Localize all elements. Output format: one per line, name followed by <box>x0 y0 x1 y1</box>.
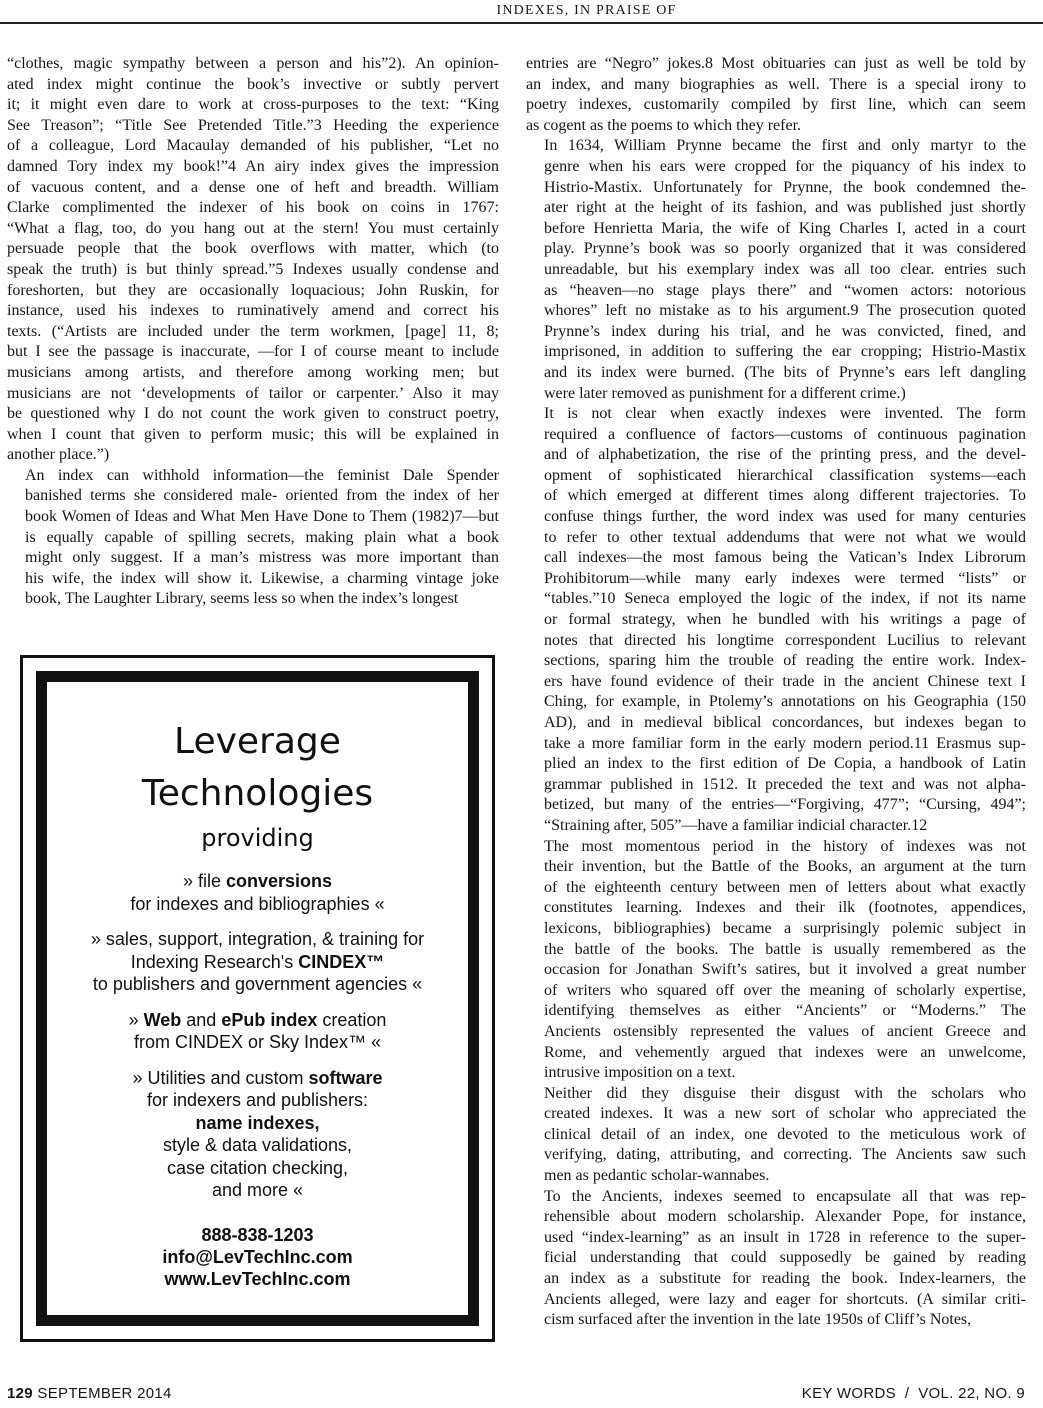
text-line: lexicons, bibliographies) became a surprisingly polemic subject in <box>544 919 1026 937</box>
publication-info: KEY WORDS / VOL. 22, NO. 9 <box>801 1385 1025 1402</box>
text-line: The most momentous period in the history of indexes was not <box>544 837 1026 855</box>
text-line: play. Prynne’s book was so poorly organized that it was considered <box>544 240 1026 258</box>
text-line: used “index-learning” as an insult in 1728 in reference to the super- <box>544 1228 1026 1246</box>
text-line: rehensible about modern scholarship. Alexander Pope, for instance, <box>544 1208 1026 1226</box>
text-line: musicians are not ‘developments of tailor or carpenter.’ Also it may <box>7 384 499 402</box>
text-line: an index as a substitute for reading the book. Index-learners, the <box>544 1270 1026 1288</box>
text-line: or formal strategy, when he bundled with his writings a page of <box>544 611 1026 629</box>
ad-text: for indexers and publishers: <box>146 1090 369 1110</box>
paragraph <box>7 466 499 610</box>
ad-text: » <box>128 1009 144 1030</box>
text-line: AD), and in medieval biblical concordances, but indexes began to <box>544 714 1026 731</box>
text-line: might only suggest. If a man’s mistress was more important than <box>25 549 499 567</box>
text-line: book Women of Ideas and What Men Have Done to Them (1982)7—but <box>25 508 499 526</box>
paragraph <box>526 1084 1026 1187</box>
text-line: entries are “Negro” jokes.8 Most obituaries can just as well be told by <box>526 55 1026 72</box>
ad-item-cindex <box>47 928 468 996</box>
ad-text: style & data validations, <box>162 1135 353 1155</box>
text-line: Neither did they disguise their disgust with the scholars who <box>544 1084 1026 1102</box>
ad-email[interactable]: info@LevTechInc.com <box>162 1246 353 1267</box>
text-line: Clarke complimented the indexer of his book on coins in 1767: <box>7 199 499 217</box>
text-line: betized, but many of the entries—“Forgiving, 477”; “Cursing, 494”; <box>544 796 1026 814</box>
text-line: their invention, but the Battle of the Books, an argument at the turn <box>544 858 1026 876</box>
text-line: is equally capable of spilling secrets, making plain what a book <box>25 528 499 546</box>
text-line: verifying, dating, attributing, and correcting. The Ancients saw such <box>544 1146 1026 1164</box>
text-line: and of alphabetization, the rise of the printing press, and the devel- <box>544 446 1026 464</box>
text-line: musicians among artists, and therefore among working men; but <box>7 363 499 381</box>
text-line: when I count that given to perform music; this will be explained in <box>7 425 499 443</box>
text-line: notes that directed his longtime correspondent Lucilius to relevant <box>544 631 1026 649</box>
text-line: “clothes, magic sympathy between a person and his”2). An opinion- <box>7 55 499 72</box>
footer-left <box>7 1385 172 1402</box>
text-line: Ancients alleged, were lazy and eager for shortcuts. (A similar criti- <box>544 1290 1026 1308</box>
text-line: imprisoned, in addition to suffering the ear cropping; Histrio-Mastix <box>544 343 1026 361</box>
text-line: Ching, for example, in Ptolemy’s annotations on his Geographia (150 <box>544 693 1026 711</box>
text-line: required a confluence of factors—customs of continuous pagination <box>544 425 1026 443</box>
text-line: of writers who squared off over the meaning of scholarly expertise, <box>544 981 1026 999</box>
ad-title-line2: Technologies <box>141 773 374 814</box>
running-header <box>0 0 1043 24</box>
text-line: poetry indexes, customarily compiled by first line, which can seem <box>526 96 1026 114</box>
text-line: were later removed as punishment for a different crime.) <box>544 384 906 402</box>
paragraph <box>526 404 1026 836</box>
ad-phone: 888-838-1203 <box>201 1224 314 1245</box>
text-line: damned Tory index my book!”4 An airy index gives the impression <box>7 157 499 175</box>
text-line: ficial understanding that could supposedly be gained by reading <box>544 1249 1026 1267</box>
text-line: “tables.”10 Seneca employed the logic of the index, if not its name <box>544 590 1026 608</box>
running-title: INDEXES, IN PRAISE OF <box>496 3 677 18</box>
text-line: whores” left no mistake as to his argument.9 The prosecution quoted <box>544 302 1026 320</box>
text-line: grammar published in 1512. It preceded the text and was not alpha- <box>544 775 1026 793</box>
text-line: Rome, and vehemently argued that indexes were an unwelcome, <box>544 1043 1026 1061</box>
text-line: Ancients ostensibly represented the values of ancient Greece and <box>544 1022 1026 1040</box>
ad-text: case citation checking, <box>166 1157 349 1178</box>
ad-text: » file <box>182 871 226 891</box>
ad-subtitle: providing <box>201 824 314 852</box>
paragraph <box>526 1187 1026 1331</box>
ad-text: and more « <box>211 1180 304 1200</box>
issue-date: SEPTEMBER 2014 <box>37 1385 172 1402</box>
paragraph <box>526 136 1026 404</box>
text-line: of which emerged at different times along different trajectories. To <box>544 487 1026 505</box>
text-line: opment of sophisticated hierarchical classification systems—each <box>544 466 1026 484</box>
text-line: of the eighteenth century between men of letters about what exactly <box>544 878 1026 896</box>
ad-text: creation <box>317 1009 387 1030</box>
ad-text: and <box>181 1009 222 1030</box>
text-line: take a more familiar form in the early modern period.11 Erasmus sup- <box>544 734 1026 752</box>
text-line: call indexes—the most famous being the Vatican’s Index Librorum <box>544 549 1026 567</box>
text-line: cism surfaced after the invention in the late 1950s of Cliff’s Notes, <box>544 1311 972 1329</box>
paragraph <box>526 54 1026 136</box>
text-line: confuse things further, the word index was used for many centuries <box>544 508 1026 526</box>
ad-bold-text: software <box>308 1067 383 1088</box>
ad-text: » sales, support, integration, & training for <box>90 929 425 949</box>
text-line: unreadable, but his exemplary index was all too clear. entries such <box>544 260 1026 278</box>
text-line: his wife, the index will show it. Likewise, a charming vintage joke <box>25 569 499 587</box>
text-line: as “heaven—no stage plays there” and “women actors: notorious <box>544 281 1026 299</box>
text-line: created indexes. It was a new sort of scholar who appreciated the <box>544 1105 1026 1123</box>
text-line: and its index were burned. (The bits of Prynne’s ears left dangling <box>544 363 1026 381</box>
ad-text: to publishers and government agencies « <box>92 974 423 994</box>
text-line: speak the truth) is but thinly spread.”5 Indexes usually condense and <box>7 260 499 278</box>
text-line: To the Ancients, indexes seemed to encapsulate all that was rep- <box>544 1187 1026 1205</box>
text-line: foreshorten, but they are occasionally loquacious; John Ruskin, for <box>7 281 499 299</box>
text-line: See Treason”; “Title See Pretended Title.”3 Heeding the experience <box>7 116 499 134</box>
text-line: occasion for Jonathan Swift’s satires, but it involved a great number <box>544 961 1026 979</box>
text-line: plied an index to the first edition of De Copia, a handbook of Latin <box>544 755 1026 773</box>
ad-bold-text: Web <box>143 1009 182 1030</box>
right-column <box>526 54 1026 1331</box>
text-line: “What a flag, too, do you hang out at the stern! You must certainly <box>7 219 499 237</box>
ad-title-line1: Leverage <box>174 721 341 762</box>
ad-bold-text: conversions <box>225 871 333 891</box>
ad-item-web-epub <box>47 1009 468 1054</box>
ad-text: for indexes and bibliographies « <box>130 893 385 914</box>
page-number: 129 <box>7 1385 33 1402</box>
text-line: men as pedantic scholar-wannabes. <box>544 1167 770 1185</box>
text-line: to refer to other textual addendums that were not what we would <box>544 528 1026 546</box>
ad-bold-text: ePub index <box>221 1009 318 1030</box>
left-column <box>7 54 499 610</box>
text-line: as cogent as the poems to which they refer. <box>526 116 802 134</box>
text-line: book, The Laughter Library, seems less so when the index’s longest <box>25 590 459 608</box>
ad-bold-text: name indexes, <box>195 1112 320 1133</box>
advertisement <box>20 655 495 1342</box>
text-line: Prohibitorum—while many early indexes were termed “lists” or <box>544 569 1026 587</box>
text-line: be questioned why I do not count the work given to construct poetry, <box>7 405 499 423</box>
text-line: persuade people that the book overflows with matter, which (to <box>7 240 499 258</box>
text-line: of a colleague, Lord Macaulay demanded of his publisher, “Let no <box>7 137 499 155</box>
text-line: texts. (“Artists are included under the term workmen, [page] 11, 8; <box>7 322 499 340</box>
text-line: constitutes learning. Indexes and their ilk (footnotes, appendices, <box>544 899 1026 917</box>
advertisement-frame <box>36 671 479 1326</box>
ad-title <box>47 716 468 820</box>
text-line: instance, used his indexes to ruminatively amend and correct his <box>7 302 499 320</box>
text-line: it; it might even dare to work at cross-purposes to the text: “King <box>7 96 499 114</box>
paragraph <box>526 837 1026 1084</box>
text-line: Histrio-Mastix. Unfortunately for Prynne, the book condemned the- <box>544 178 1026 196</box>
text-line: the battle of the books. The battle is usually remembered as the <box>544 940 1026 958</box>
text-line: intrusive imposition on a text. <box>544 1064 736 1082</box>
text-line: clinical detail of an index, one devoted to the meticulous work of <box>544 1125 1026 1143</box>
text-line: ated index might continue the book’s invective or subtly pervert <box>7 75 499 93</box>
ad-item-software <box>47 1067 468 1202</box>
text-line: genre when his ears were cropped for the piquancy of his index to <box>544 157 1026 175</box>
text-line: An index can withhold information—the feminist Dale Spender <box>25 466 499 484</box>
paragraph <box>7 54 499 466</box>
text-line: but I see the passage is inaccurate, —for I of course meant to include <box>7 343 499 361</box>
text-line: Prynne’s index during his trial, and he was convicted, fined, and <box>544 322 1026 340</box>
text-line: banished terms she considered male- oriented from the index of her <box>25 487 499 505</box>
text-line: sections, sparing him the trouble of reading the entire work. Index- <box>544 652 1026 670</box>
text-line: another place.”) <box>7 446 110 464</box>
ad-text: » Utilities and custom <box>132 1067 309 1088</box>
text-line: It is not clear when exactly indexes were invented. The form <box>544 405 1026 423</box>
ad-item-conversions <box>47 870 468 915</box>
text-line: an index, and many biographies as well. There is a special irony to <box>526 75 1026 93</box>
ad-text: from CINDEX or Sky Index™ « <box>133 1032 382 1052</box>
ad-website[interactable]: www.LevTechInc.com <box>164 1268 351 1289</box>
text-line: In 1634, William Prynne became the first and only martyr to the <box>544 137 1026 155</box>
text-line: ers have found evidence of their trade in the ancient Chinese text I <box>544 672 1026 690</box>
text-line: ater right at the height of its fashion, and was published just shortly <box>544 199 1026 217</box>
ad-contact <box>47 1224 468 1290</box>
ad-bold-text: CINDEX™ <box>298 951 385 972</box>
ad-text: Indexing Research's <box>130 951 299 972</box>
text-line: before Henrietta Maria, the wife of King Charles I, acted in a court <box>544 219 1026 237</box>
text-line: of vacuous content, and a dense one of heft and breadth. William <box>7 178 499 196</box>
text-line: identifying themselves as either “Ancients” or “Moderns.” The <box>544 1002 1026 1020</box>
text-line: “Straining after, 505”—have a familiar indicial character.12 <box>544 816 928 834</box>
